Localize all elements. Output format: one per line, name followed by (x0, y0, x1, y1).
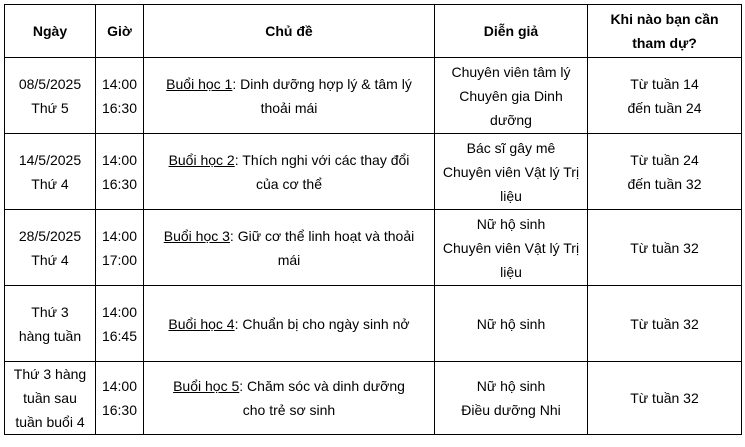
speaker-line: Điều dưỡng Nhi (461, 402, 561, 418)
header-topic: Chủ đề (144, 5, 435, 58)
header-row (5, 5, 742, 58)
topic-cell (144, 134, 435, 210)
when-line: Từ tuần 14 (630, 75, 699, 92)
time-start: 14:00 (101, 227, 138, 244)
speaker-line: Chuyên viên Vật lý Trị (442, 239, 580, 256)
session-link[interactable]: Buổi học 2 (168, 151, 235, 168)
when-line: Từ tuần 32 (630, 315, 699, 332)
when-cell (588, 58, 742, 134)
when-line: Từ tuần 32 (630, 239, 699, 256)
table-row (5, 134, 742, 210)
table-row (5, 210, 742, 286)
date-line: 28/5/2025 (18, 227, 82, 244)
time-end: 16:30 (101, 402, 138, 418)
session-link[interactable]: Buổi học 3 (163, 227, 230, 244)
when-line: đến tuần 32 (627, 175, 702, 192)
speaker-line: Chuyên viên tâm lý (451, 63, 571, 80)
topic-text: : Thích nghi với các thay đổi (234, 151, 410, 168)
speaker-line: liệu (500, 187, 522, 204)
time-end: 16:45 (101, 327, 138, 344)
date-line: 08/5/2025 (18, 75, 82, 92)
topic-text: : Chăm sóc và dinh dưỡng (239, 378, 405, 394)
date-cell (5, 286, 96, 362)
table-row (5, 58, 742, 134)
speaker-line: Chuyên gia Dinh (459, 87, 563, 104)
when-cell (588, 210, 742, 286)
date-line: Thứ 3 hàng (13, 366, 87, 382)
speaker-cell (435, 58, 588, 134)
date-line: Thứ 5 (31, 99, 69, 116)
date-line: Thứ 4 (31, 175, 69, 192)
table-row (5, 362, 742, 435)
when-cell (588, 134, 742, 210)
date-line: 14/5/2025 (18, 151, 82, 168)
topic-line: của cơ thể (256, 175, 322, 192)
speaker-cell (435, 210, 588, 286)
speaker-line: Bác sĩ gây mê (466, 139, 556, 156)
speaker-line: Nữ hộ sinh (476, 215, 546, 232)
speaker-line: liệu (500, 263, 522, 280)
header-time: Giờ (96, 5, 144, 58)
speaker-line: Nữ hộ sinh (476, 378, 546, 394)
time-end: 17:00 (101, 251, 138, 268)
time-start: 14:00 (101, 303, 138, 320)
date-line: Thứ 3 (31, 303, 69, 320)
topic-cell (144, 362, 435, 435)
session-link[interactable]: Buổi học 1 (166, 75, 233, 92)
topic-line (148, 312, 430, 336)
date-line: tuần buổi 4 (15, 414, 85, 430)
speaker-cell (435, 362, 588, 435)
topic-text: : Chuẩn bị cho ngày sinh nở (234, 315, 410, 332)
session-link[interactable]: Buổi học 4 (168, 315, 235, 332)
topic-text: : Giữ cơ thể linh hoạt và thoải (229, 227, 415, 244)
header-speaker: Diễn giả (435, 5, 588, 58)
speaker-line: dưỡng (490, 111, 532, 128)
topic-line: mái (277, 251, 301, 268)
time-start: 14:00 (101, 378, 138, 394)
speaker-cell (435, 286, 588, 362)
header-date: Ngày (5, 5, 96, 58)
topic-line (148, 148, 430, 172)
time-cell (96, 134, 144, 210)
date-cell (5, 210, 96, 286)
topic-line (148, 374, 430, 398)
schedule-table (4, 4, 742, 435)
time-start: 14:00 (101, 75, 138, 92)
topic-text: : Dinh dưỡng hợp lý & tâm lý (232, 75, 412, 92)
time-cell (96, 210, 144, 286)
date-line: hàng tuần (18, 327, 82, 344)
when-line: Từ tuần 32 (630, 390, 699, 406)
speaker-cell (435, 134, 588, 210)
header-when-line: tham dự? (632, 35, 697, 51)
time-start: 14:00 (101, 151, 138, 168)
time-cell (96, 286, 144, 362)
time-cell (96, 362, 144, 435)
table-row (5, 286, 742, 362)
header-when (588, 5, 742, 58)
topic-cell (144, 58, 435, 134)
speaker-line: Chuyên viên Vật lý Trị (442, 163, 580, 180)
speaker-line: Nữ hộ sinh (476, 315, 546, 332)
date-cell (5, 134, 96, 210)
topic-cell (144, 286, 435, 362)
topic-line: thoải mái (260, 99, 318, 116)
when-line: đến tuần 24 (627, 99, 702, 116)
topic-line (148, 224, 430, 248)
date-line: Thứ 4 (31, 251, 69, 268)
topic-line (148, 72, 430, 96)
header-when-line: Khi nào bạn cần (610, 11, 719, 27)
date-cell (5, 58, 96, 134)
topic-cell (144, 210, 435, 286)
time-cell (96, 58, 144, 134)
session-link[interactable]: Buổi học 5 (173, 378, 240, 394)
topic-line: cho trẻ sơ sinh (242, 402, 336, 418)
when-cell (588, 362, 742, 435)
date-cell (5, 362, 96, 435)
date-line: tuần sau (23, 390, 77, 406)
time-end: 16:30 (101, 99, 138, 116)
time-end: 16:30 (101, 175, 138, 192)
when-cell (588, 286, 742, 362)
when-line: Từ tuần 24 (630, 151, 699, 168)
